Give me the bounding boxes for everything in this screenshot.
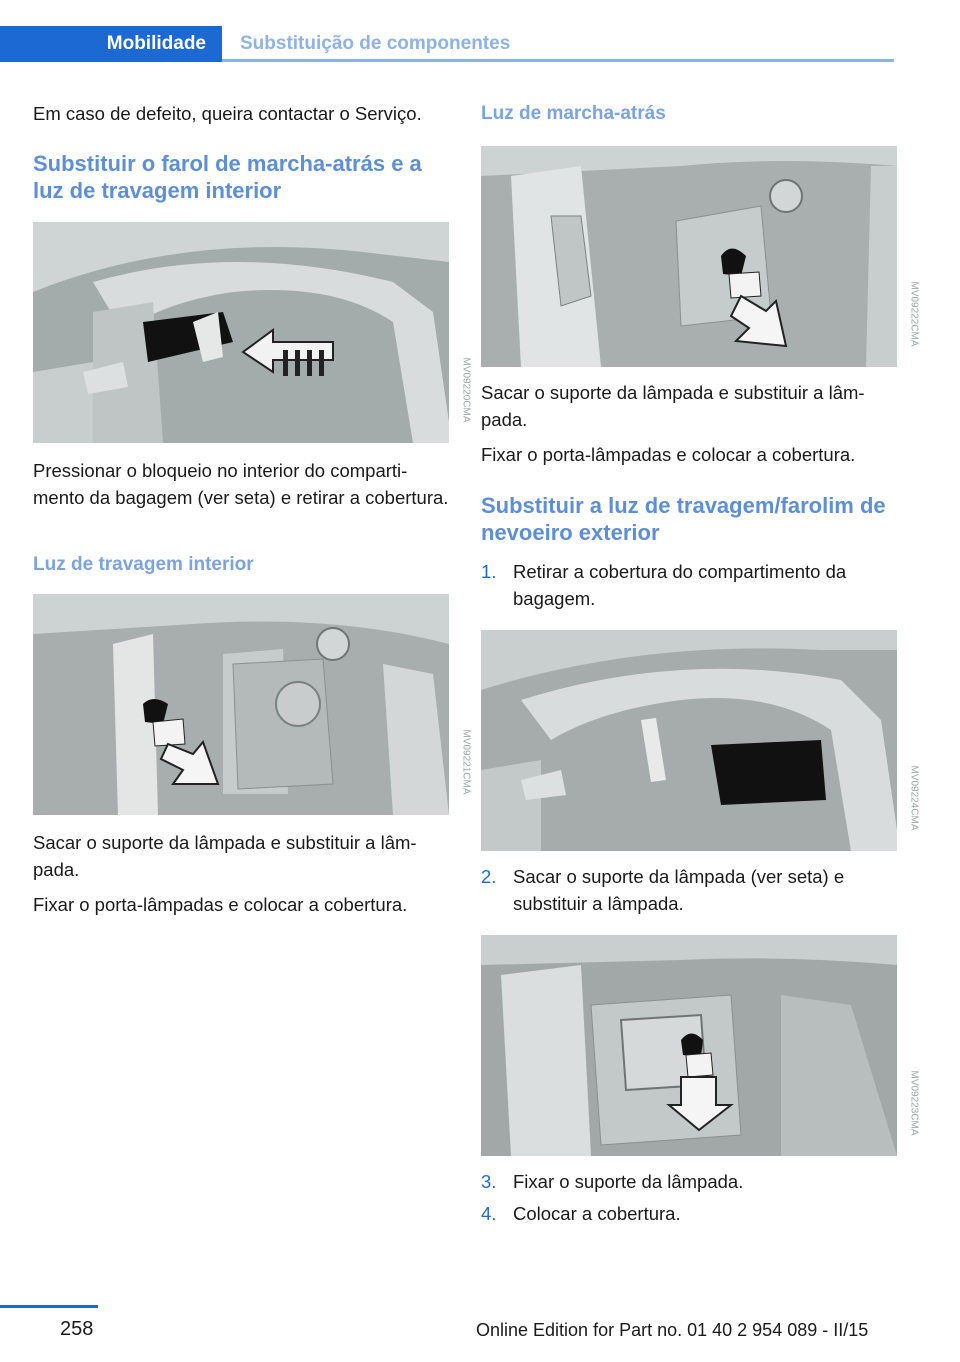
instruction-remove-bulb-right: Sacar o suporte da lâmpada e substituir a lâmpada. bbox=[481, 382, 865, 430]
figure-code: MV09222CMA bbox=[908, 281, 920, 347]
section-heading-reversing-light: Substituir o farol de marcha-atrás e a luz de travagem interior bbox=[33, 151, 422, 203]
tab-substituicao[interactable]: Substituição de componentes bbox=[240, 33, 511, 54]
figure-code: MV09220CMA bbox=[460, 357, 472, 423]
step-item: 4. Colocar a cobertura. bbox=[481, 1203, 681, 1224]
instruction-press-lock: Pressionar o bloqueio no interior do compartimento da bagagem (ver seta) e retirar a cobertura. bbox=[33, 460, 449, 508]
exterior-light-illustration bbox=[481, 935, 897, 1156]
figure-trunk-cover bbox=[481, 630, 920, 851]
figure-code: MV09223CMA bbox=[908, 1070, 920, 1136]
figure-image bbox=[33, 594, 449, 815]
intro-text: Em caso de defeito, queira contactar o Serviço. bbox=[33, 103, 422, 124]
step-item: 2. Sacar o suporte da lâmpada (ver seta) e substituir a lâmpada. bbox=[481, 866, 845, 914]
instruction-remove-bulb: Sacar o suporte da lâmpada e substituir a lâmpada. bbox=[33, 832, 417, 880]
figure-image bbox=[481, 630, 897, 851]
figure-trunk-panel bbox=[33, 222, 472, 443]
step-item: 1. Retirar a cobertura do compartimento da bagagem. bbox=[481, 561, 847, 609]
tab-mobilidade[interactable]: Mobilidade bbox=[0, 26, 222, 62]
instruction-fix-holder: Fixar o porta-lâmpadas e colocar a cobertura. bbox=[33, 894, 408, 915]
figure-code: MV09221CMA bbox=[460, 729, 472, 795]
instruction-fix-holder-right: Fixar o porta-lâmpadas e colocar a cobertura. bbox=[481, 444, 856, 465]
steps-list bbox=[481, 1168, 897, 1227]
subheading-reversing-light: Luz de marcha-atrás bbox=[481, 103, 666, 124]
reversing-light-illustration bbox=[481, 146, 897, 367]
left-column bbox=[33, 100, 472, 918]
right-column bbox=[481, 100, 920, 1227]
header-divider bbox=[222, 59, 894, 62]
section-heading-exterior-brake-fog: Substituir a luz de travagem/farolim de nevoeiro exterior bbox=[481, 493, 886, 545]
brake-light-illustration bbox=[33, 594, 449, 815]
steps-list bbox=[481, 863, 897, 917]
figure-image bbox=[481, 935, 897, 1156]
step-item: 3. Fixar o suporte da lâmpada. bbox=[481, 1171, 744, 1192]
figure-image bbox=[33, 222, 449, 443]
figure-reversing-light bbox=[481, 146, 920, 367]
trunk-cover-illustration bbox=[481, 630, 897, 851]
figure-image bbox=[481, 146, 897, 367]
figure-inner-brake-light bbox=[33, 594, 472, 815]
page-number: 258 bbox=[60, 1318, 94, 1340]
footer-accent-line bbox=[0, 1305, 98, 1308]
figure-exterior-light bbox=[481, 935, 920, 1156]
trunk-illustration bbox=[33, 222, 449, 443]
subheading-inner-brake-light: Luz de travagem interior bbox=[33, 554, 254, 575]
steps-list bbox=[481, 558, 897, 612]
edition-text: Online Edition for Part no. 01 40 2 954 089 - II/15 bbox=[476, 1320, 869, 1340]
page-header bbox=[0, 0, 960, 64]
figure-code: MV09224CMA bbox=[908, 765, 920, 831]
